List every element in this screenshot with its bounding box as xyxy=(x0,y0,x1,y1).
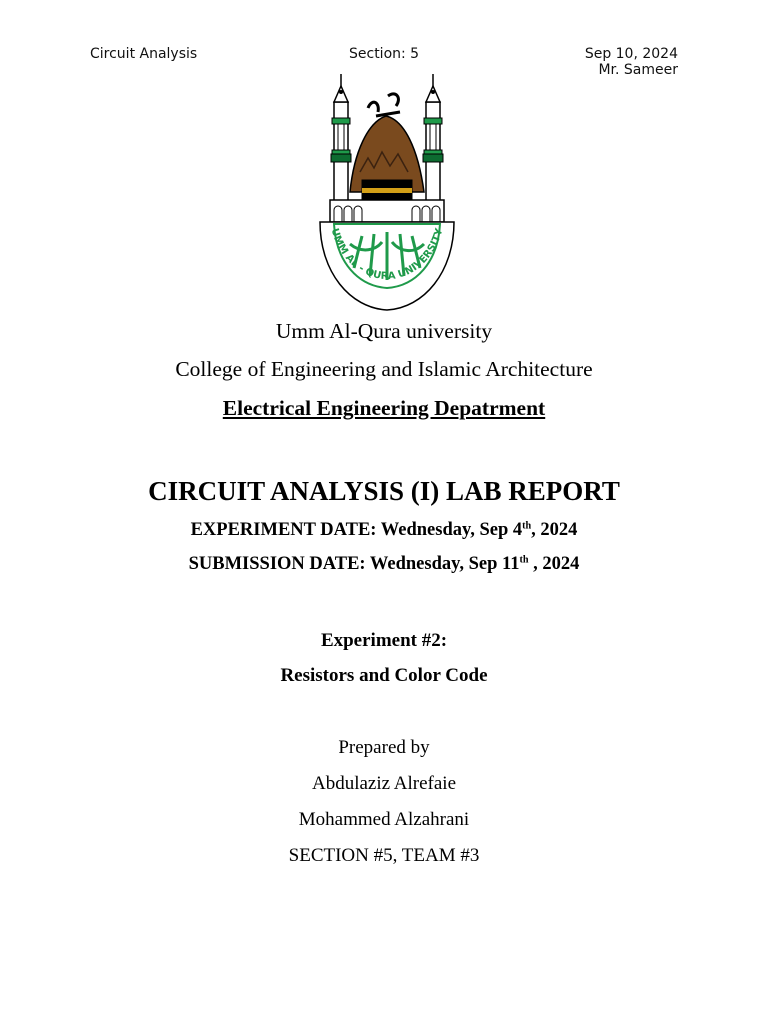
calligraphy-mark xyxy=(368,94,400,116)
team-member: Abdulaziz Alrefaie xyxy=(311,773,456,794)
header-course: Circuit Analysis xyxy=(90,46,198,62)
university-logo xyxy=(316,72,458,312)
submission-date-ordinal: th xyxy=(519,554,529,566)
seal-text: UMM AL - QURA UNIVERSITY xyxy=(328,227,446,283)
submission-date xyxy=(0,554,768,575)
experiment-name: Resistors and Color Code xyxy=(280,665,488,686)
submission-date-year: , 2024 xyxy=(528,554,580,574)
experiment-date-ordinal: th xyxy=(522,520,532,532)
report-title: CIRCUIT ANALYSIS (I) LAB REPORT xyxy=(148,476,620,506)
experiment-number: Experiment #2: xyxy=(320,630,448,651)
header-date: Sep 10, 2024 xyxy=(584,46,678,62)
department-name: Electrical Engineering Depatrment xyxy=(222,396,546,420)
header-section: Section: 5 xyxy=(349,46,420,62)
submission-date-text: SUBMISSION DATE: Wednesday, Sep 11 xyxy=(188,554,520,574)
section-team: SECTION #5, TEAM #3 xyxy=(288,845,480,866)
prepared-by-label: Prepared by xyxy=(338,737,430,758)
experiment-date xyxy=(0,520,768,541)
experiment-date-year: , 2024 xyxy=(531,520,578,540)
team-member: Mohammed Alzahrani xyxy=(298,809,470,830)
experiment-date-text: EXPERIMENT DATE: Wednesday, Sep 4 xyxy=(190,520,523,540)
header-instructor: Mr. Sameer xyxy=(598,62,678,78)
header-right xyxy=(585,46,678,78)
college-name: College of Engineering and Islamic Architecture xyxy=(175,357,593,381)
university-name: Umm Al-Qura university xyxy=(275,319,493,343)
